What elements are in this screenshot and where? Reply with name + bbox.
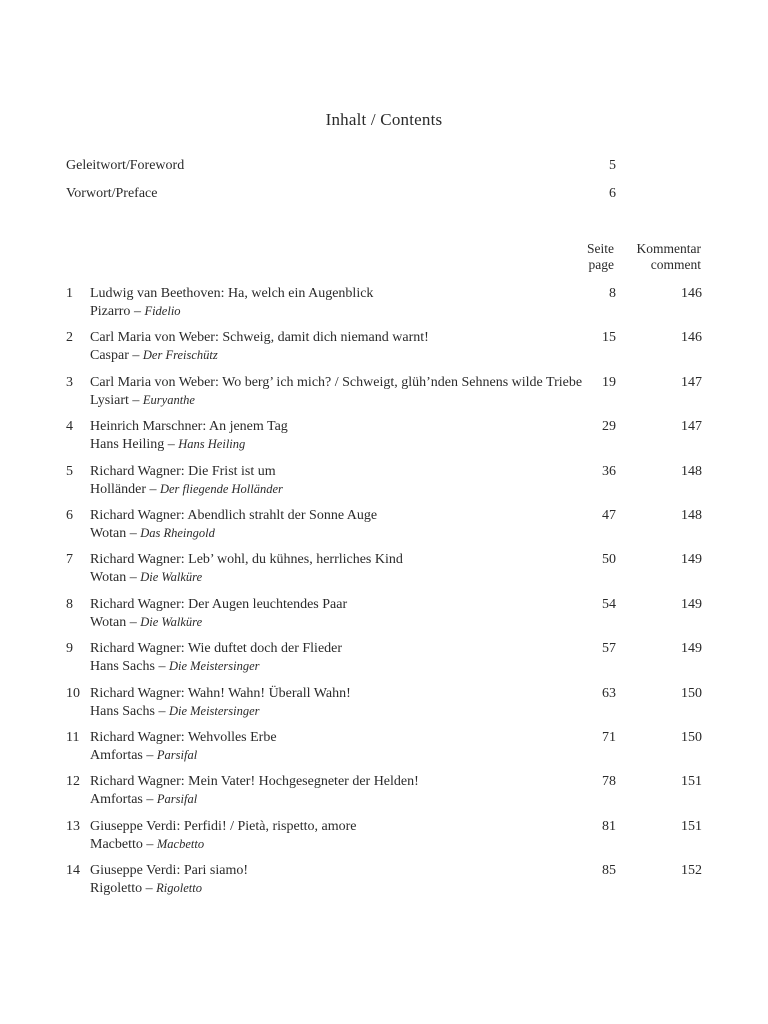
entry-dash: –: [130, 304, 145, 319]
entry-number: 4: [66, 419, 73, 435]
entry-page: 71: [602, 729, 616, 745]
entry-opera: Die Meistersinger: [168, 703, 260, 718]
toc-entry[interactable]: [66, 463, 702, 507]
entry-page: 50: [602, 552, 616, 568]
entry-dash: –: [164, 437, 179, 453]
entry-role-line: [90, 879, 202, 898]
entry-dash: –: [142, 792, 157, 808]
toc-entry[interactable]: [66, 818, 702, 862]
entry-comment-page: 152: [681, 863, 702, 879]
entry-comment-page: 149: [681, 641, 702, 657]
entry-dash: –: [154, 703, 169, 719]
entry-comment-page: 147: [681, 419, 702, 435]
toc-row-page: 5: [609, 158, 616, 173]
toc-row-foreword[interactable]: [66, 157, 616, 175]
entry-opera: Die Meistersinger: [168, 659, 260, 674]
entry-comment-page: 146: [681, 330, 702, 346]
entry-opera: Der Freischütz: [142, 348, 218, 363]
entry-comment-page: 150: [681, 685, 702, 701]
entry-role: Caspar: [90, 348, 129, 364]
entry-comment-page: 151: [681, 774, 702, 790]
entry-comment-page: 149: [681, 552, 702, 568]
entry-page: 81: [602, 818, 616, 834]
entry-number: 1: [66, 286, 73, 301]
toc-entry[interactable]: [66, 285, 702, 329]
entry-comment-page: 147: [681, 374, 702, 390]
entry-opera: Das Rheingold: [140, 525, 215, 540]
entry-comment-page: 150: [681, 729, 702, 745]
entry-role-line: [90, 568, 202, 587]
entry-dash: –: [128, 348, 143, 364]
entry-page: 47: [602, 507, 616, 523]
entry-dash: –: [145, 481, 160, 497]
entry-role: Amfortas: [90, 792, 143, 808]
entry-title: Richard Wagner: Abendlich strahlt der Sonne Auge: [90, 507, 378, 523]
entry-opera: Macbetto: [156, 836, 205, 851]
entry-page: 63: [602, 685, 616, 701]
toc-entry[interactable]: [66, 507, 702, 551]
toc-entry[interactable]: [66, 773, 702, 817]
entry-role-line: [90, 790, 197, 809]
entry-title: Ludwig van Beethoven: Ha, welch ein Augenblick: [90, 286, 374, 301]
entry-title: Carl Maria von Weber: Schweig, damit dich niemand warnt!: [90, 330, 429, 346]
entry-role: Lysiart: [90, 392, 129, 408]
entry-number: 5: [66, 463, 73, 479]
entry-role-line: [90, 702, 260, 721]
entry-page: 8: [609, 286, 616, 301]
entry-dash: –: [142, 836, 157, 852]
toc-row-label: Vorwort/Preface: [66, 186, 158, 201]
entry-opera: Parsifal: [156, 792, 198, 807]
toc-row-page: 6: [609, 186, 616, 201]
entry-number: 2: [66, 330, 73, 346]
entry-role: Macbetto: [90, 836, 143, 852]
entry-title: Richard Wagner: Wahn! Wahn! Überall Wahn!: [90, 685, 351, 701]
entry-role-line: [90, 746, 197, 765]
entry-comment-page: 146: [681, 286, 702, 301]
toc-row-preface[interactable]: [66, 185, 616, 203]
entry-dash: –: [142, 881, 157, 897]
column-header-kommentar-en: comment: [650, 257, 701, 272]
toc-entry[interactable]: [66, 374, 702, 418]
entry-title: Richard Wagner: Mein Vater! Hochgesegneter der Helden!: [90, 774, 419, 790]
entry-number: 11: [66, 729, 80, 745]
entry-dash: –: [128, 392, 143, 408]
entry-number: 3: [66, 374, 73, 390]
entry-opera: Fidelio: [144, 304, 181, 318]
entry-number: 7: [66, 552, 73, 568]
column-header-seite-de: Seite: [587, 241, 614, 256]
entry-opera: Die Walküre: [140, 614, 203, 629]
toc-entry-list: [66, 285, 702, 906]
entry-page: 29: [602, 419, 616, 435]
entry-title: Giuseppe Verdi: Pari siamo!: [90, 863, 248, 879]
entry-role-line: [90, 391, 195, 410]
entry-comment-page: 148: [681, 463, 702, 479]
entry-role-line: [90, 480, 283, 499]
entry-role: Hans Sachs: [90, 703, 155, 719]
entry-opera: Euryanthe: [142, 392, 195, 407]
entry-role-line: [90, 302, 181, 321]
entry-number: 14: [66, 863, 80, 879]
entry-role: Hans Sachs: [90, 659, 155, 675]
toc-entry[interactable]: [66, 640, 702, 684]
page-title: Inhalt / Contents: [325, 110, 443, 129]
entry-role-line: [90, 835, 204, 854]
entry-role: Wotan: [90, 614, 127, 630]
entry-title: Richard Wagner: Wie duftet doch der Flieder: [90, 641, 343, 657]
entry-comment-page: 151: [681, 818, 702, 834]
entry-title: Carl Maria von Weber: Wo berg’ ich mich? / Schweigt, glüh’nden Sehnens wilde Triebe: [90, 374, 583, 390]
entry-number: 8: [66, 596, 73, 612]
entry-number: 9: [66, 641, 73, 657]
toc-entry[interactable]: [66, 862, 702, 906]
entry-title: Giuseppe Verdi: Perfidi! / Pietà, rispetto, amore: [90, 818, 357, 834]
toc-entry[interactable]: [66, 551, 702, 595]
toc-entry[interactable]: [66, 418, 702, 462]
entry-role-line: [90, 346, 218, 365]
entry-role-line: [90, 435, 245, 454]
toc-entry[interactable]: [66, 729, 702, 773]
column-header-seite: [587, 241, 614, 273]
entry-comment-page: 148: [681, 507, 702, 523]
entry-dash: –: [154, 659, 169, 675]
entry-role-line: [90, 524, 215, 543]
toc-entry[interactable]: [66, 329, 702, 373]
toc-entry[interactable]: [66, 685, 702, 729]
entry-comment-page: 149: [681, 596, 702, 612]
entry-dash: –: [126, 614, 141, 630]
column-header-seite-en: page: [588, 257, 614, 272]
entry-page: 19: [602, 374, 616, 390]
entry-role-line: [90, 657, 260, 676]
entry-opera: Rigoletto: [156, 881, 202, 896]
entry-page: 15: [602, 330, 616, 346]
entry-role-line: [90, 613, 202, 632]
entry-page: 57: [602, 641, 616, 657]
entry-number: 6: [66, 507, 73, 523]
entry-opera: Der fliegende Holländer: [159, 481, 283, 496]
entry-number: 12: [66, 774, 80, 790]
toc-entry[interactable]: [66, 596, 702, 640]
entry-role: Rigoletto: [90, 881, 143, 897]
entry-dash: –: [142, 747, 157, 763]
entry-role: Amfortas: [90, 747, 143, 763]
entry-number: 13: [66, 818, 80, 834]
entry-role: Pizarro: [90, 304, 131, 319]
entry-role: Holländer: [90, 481, 146, 497]
entry-opera: Hans Heiling: [178, 437, 246, 452]
entry-role: Wotan: [90, 525, 127, 541]
entry-opera: Die Walküre: [140, 570, 203, 585]
entry-title: Richard Wagner: Wehvolles Erbe: [90, 729, 277, 745]
entry-page: 78: [602, 774, 616, 790]
column-header-kommentar: [637, 241, 701, 273]
entry-page: 85: [602, 863, 616, 879]
entry-role: Wotan: [90, 570, 127, 586]
entry-title: Richard Wagner: Der Augen leuchtendes Paar: [90, 596, 348, 612]
entry-title: Richard Wagner: Leb’ wohl, du kühnes, herrliches Kind: [90, 552, 403, 568]
entry-role: Hans Heiling: [90, 437, 165, 453]
entry-number: 10: [66, 685, 80, 701]
entry-title: Heinrich Marschner: An jenem Tag: [90, 419, 288, 435]
entry-dash: –: [126, 570, 141, 586]
entry-opera: Parsifal: [156, 747, 198, 762]
toc-row-label: Geleitwort/Foreword: [66, 158, 185, 173]
column-header-kommentar-de: Kommentar: [636, 241, 701, 256]
entry-dash: –: [126, 525, 141, 541]
entry-title: Richard Wagner: Die Frist ist um: [90, 463, 276, 479]
entry-page: 36: [602, 463, 616, 479]
entry-page: 54: [602, 596, 616, 612]
